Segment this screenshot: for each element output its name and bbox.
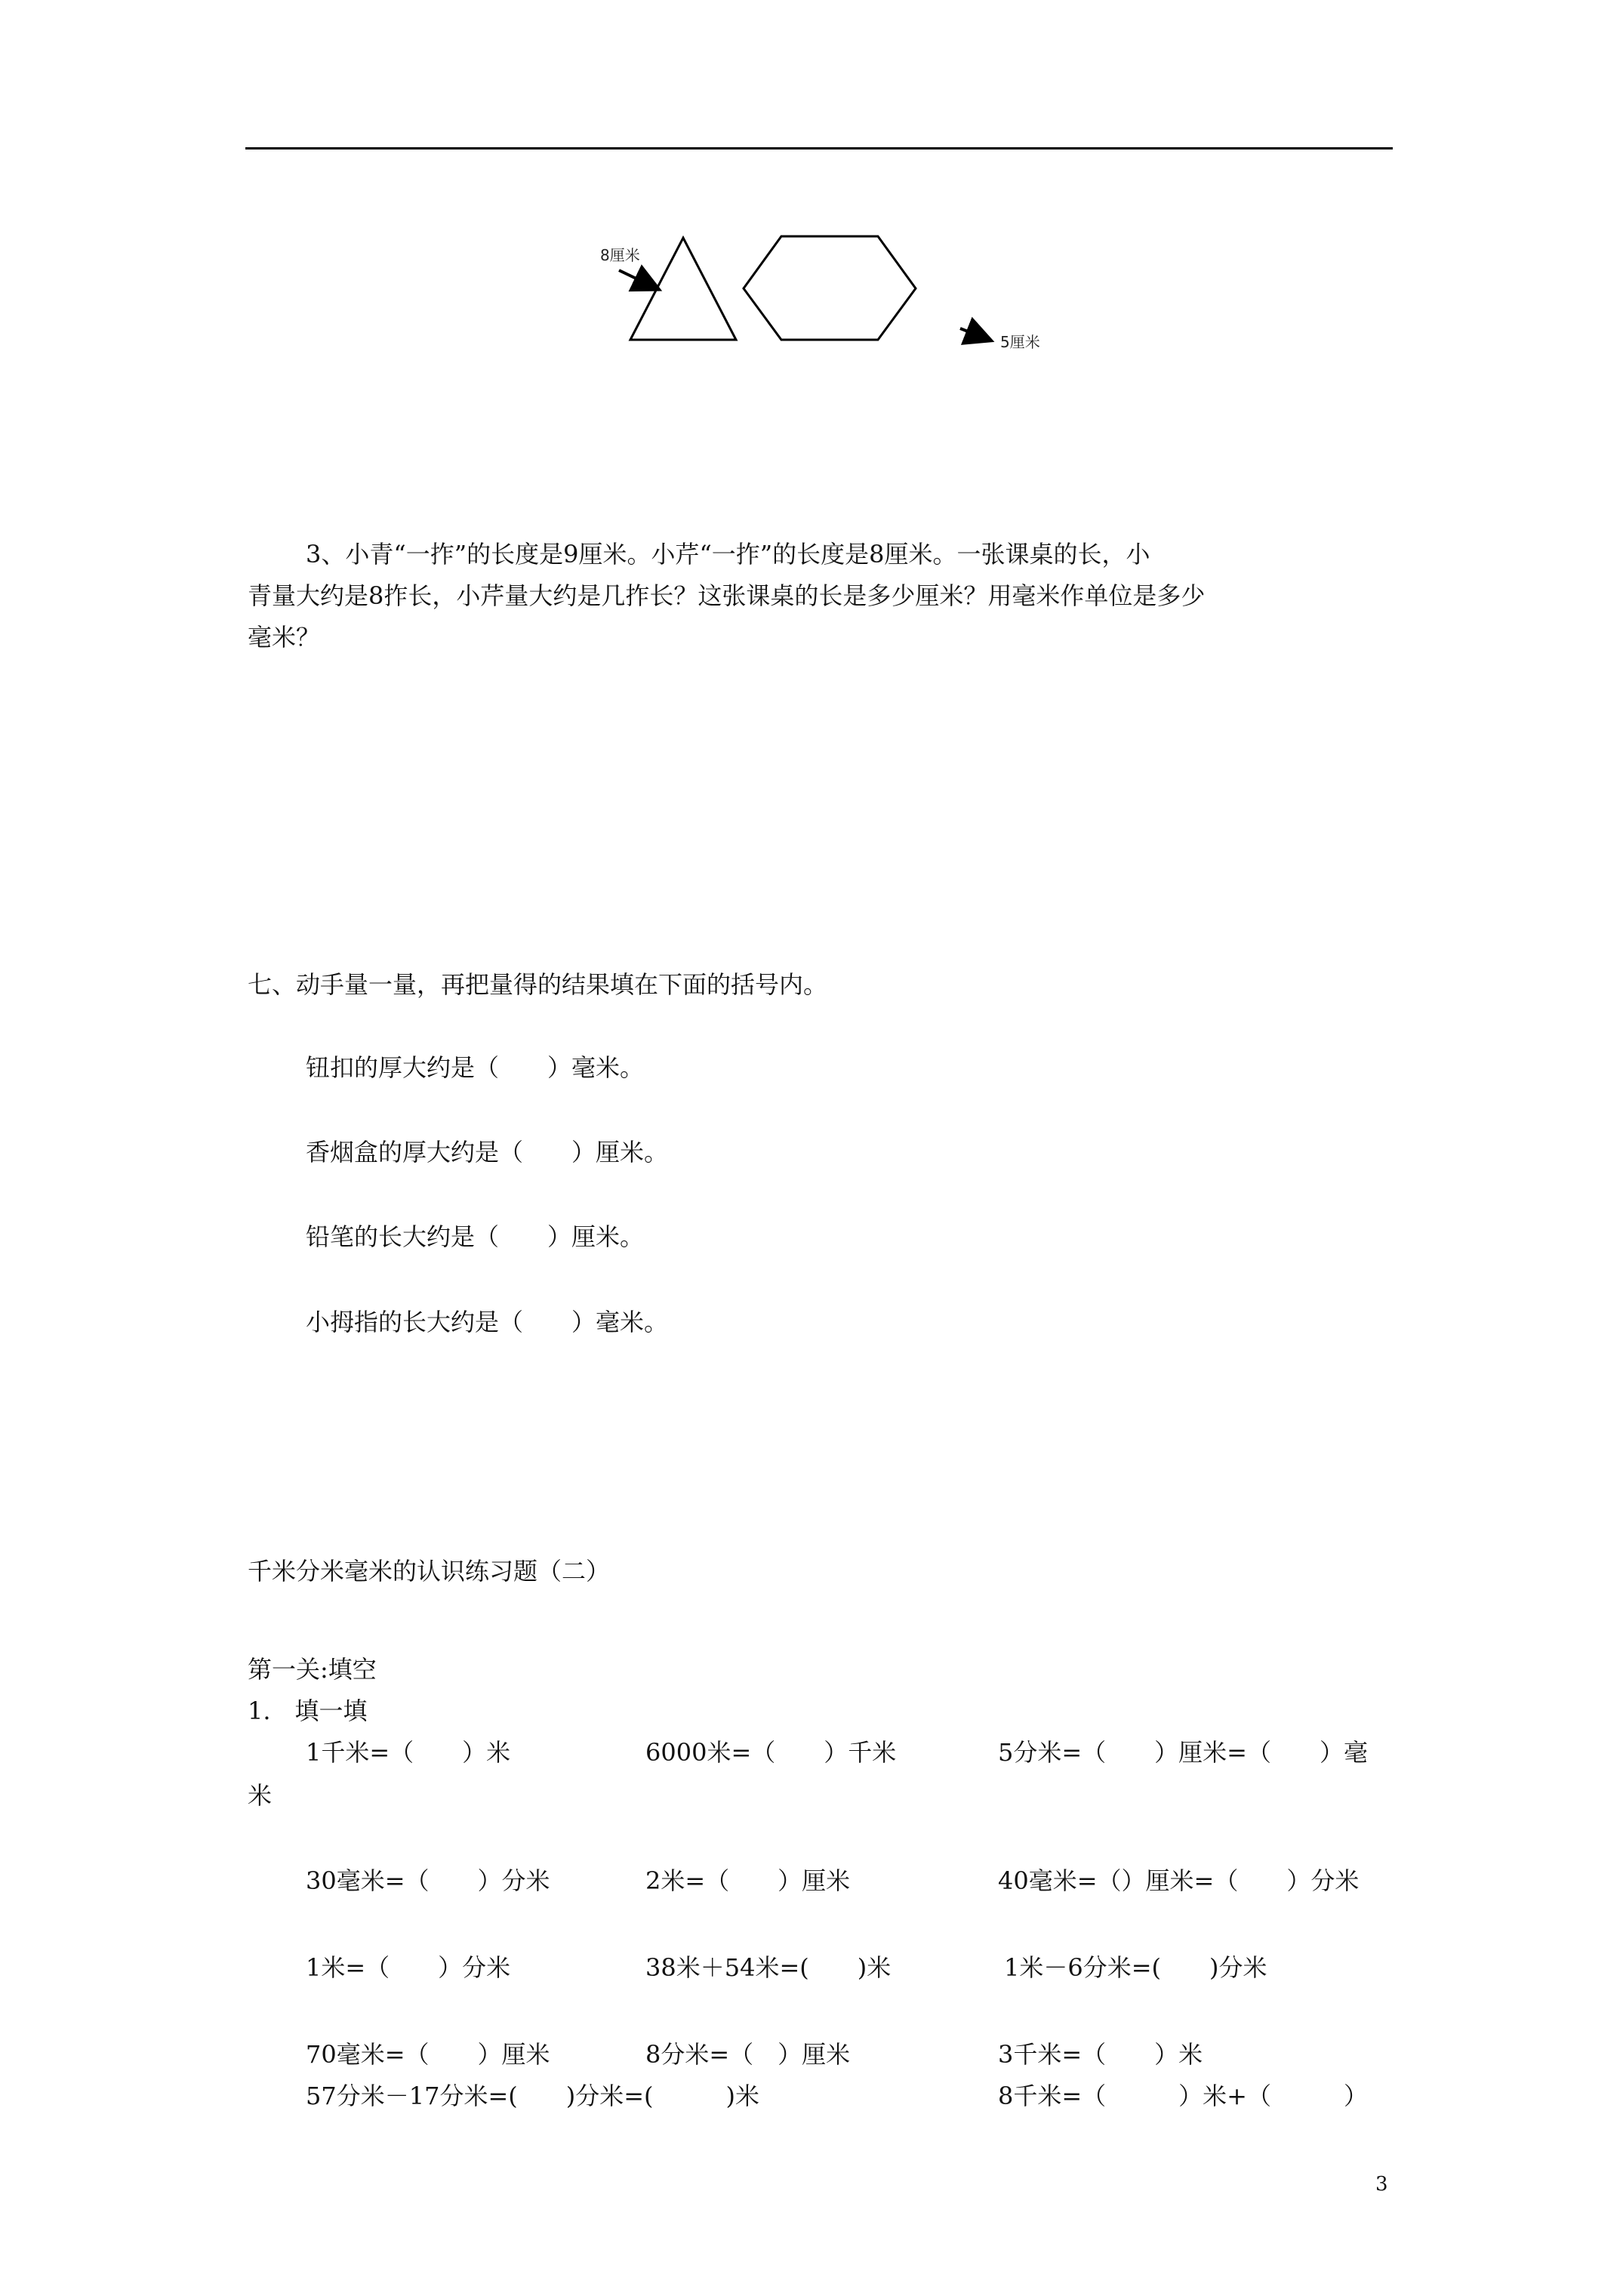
problem3-line-3: 毫米？ — [248, 623, 321, 652]
fill-cell: 70毫米=（ ）厘米 — [306, 2040, 550, 2069]
fill-cell: 3千米=（ ）米 — [998, 2040, 1203, 2069]
fill-cell: 40毫米=（）厘米=（ ）分米 — [998, 1866, 1360, 1895]
fill-cell: 30毫米=（ ）分米 — [306, 1866, 550, 1895]
triangle-shape — [630, 238, 736, 340]
section7-title: 七、动手量一量，再把量得的结果填在下面的括号内。 — [248, 970, 828, 999]
page-number: 3 — [1375, 2173, 1388, 2196]
header-rule — [245, 147, 1393, 149]
fill-cell: 38米＋54米=( )米 — [645, 1953, 892, 1982]
q1-label: 1. 填一填 — [248, 1697, 368, 1725]
fill-cell: 1米－6分米=( )分米 — [1004, 1953, 1267, 1982]
section7-item: 铅笔的长大约是（ ）厘米。 — [306, 1222, 645, 1251]
fill-cell: 5分米=（ ）厘米=（ ）毫 — [998, 1738, 1368, 1767]
section7-item: 钮扣的厚大约是（ ）毫米。 — [306, 1053, 645, 1082]
fill-cell: 1千米=（ ）米 — [306, 1738, 511, 1767]
hexagon-label: 5厘米 — [1000, 333, 1040, 351]
fill-cell-wrap: 米 — [248, 1781, 273, 1810]
section7-item: 香烟盒的厚大约是（ ）厘米。 — [306, 1138, 669, 1166]
fill-cell: 2米=（ ）厘米 — [645, 1866, 851, 1895]
hexagon-shape — [744, 236, 916, 340]
problem3-line-1: 3、小青“一拃”的长度是9厘米。小芹“一拃”的长度是8厘米。一张课桌的长，小 — [306, 540, 1150, 569]
problem3-line-2: 青量大约是8拃长，小芹量大约是几拃长？这张课桌的长是多少厘米？用毫米作单位是多少 — [248, 581, 1206, 610]
exercise2-title: 千米分米毫米的认识练习题（二） — [248, 1557, 611, 1586]
fill-cell: 8分米=（ ）厘米 — [645, 2040, 851, 2069]
level1-heading: 第一关:填空 — [248, 1655, 377, 1684]
triangle-arrow — [619, 270, 657, 288]
geometry-figure — [589, 227, 1072, 378]
fill-cell: 1米=（ ）分米 — [306, 1953, 511, 1982]
hexagon-arrow — [960, 328, 989, 340]
fill-cell: 8千米=（ ）米+（ ） — [998, 2082, 1368, 2110]
section7-item: 小拇指的长大约是（ ）毫米。 — [306, 1308, 669, 1336]
fill-cell: 57分米－17分米=( )分米=( )米 — [306, 2082, 760, 2110]
triangle-label: 8厘米 — [600, 246, 640, 264]
fill-cell: 6000米=（ ）千米 — [645, 1738, 897, 1767]
